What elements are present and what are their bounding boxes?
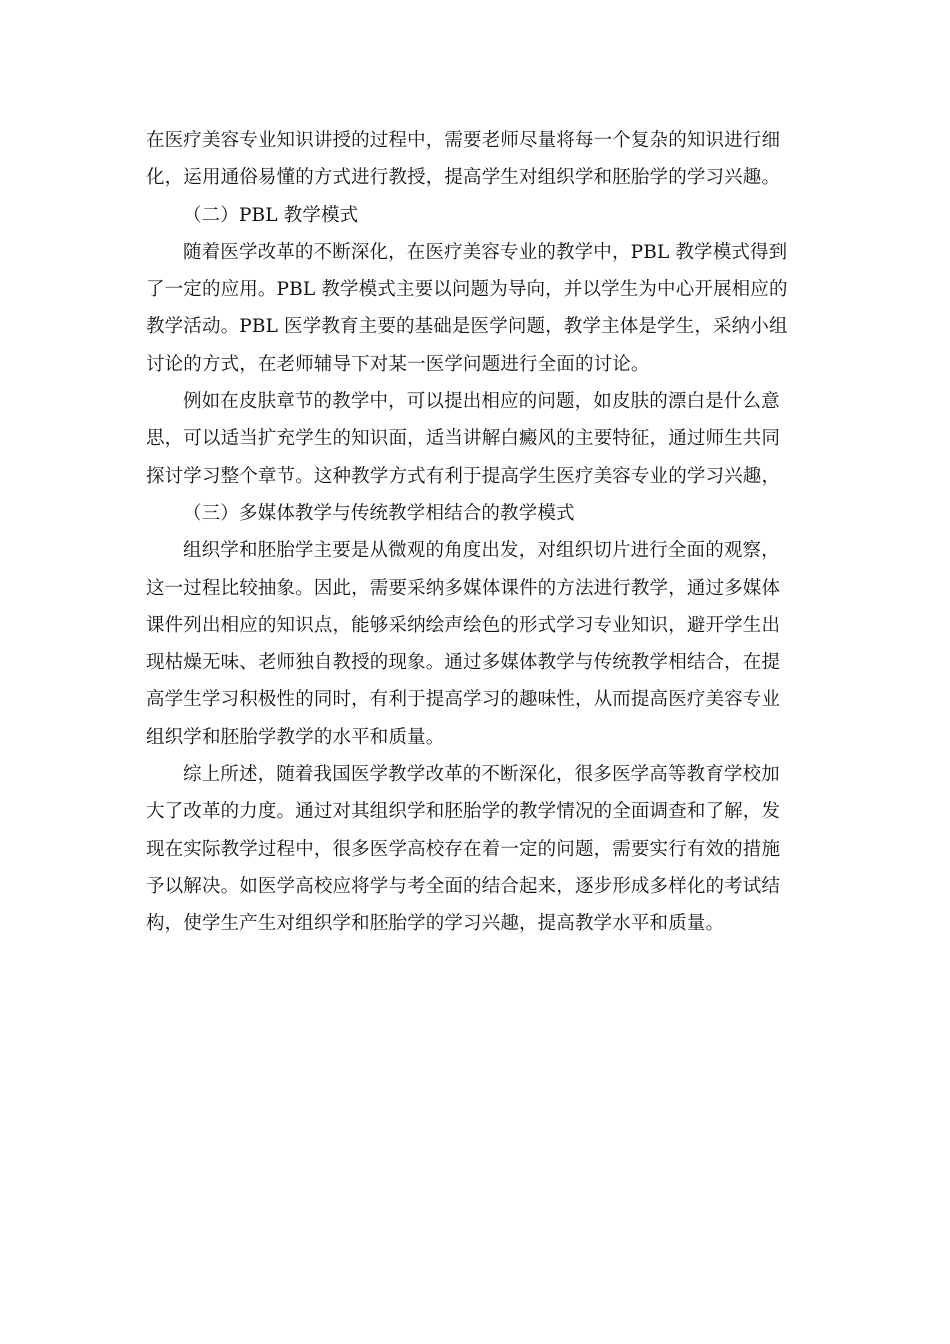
text-line: 例如在皮肤章节的教学中，可以提出相应的问题，如皮肤的漂白是什么意	[183, 391, 780, 413]
text-line: 在医疗美容专业知识讲授的过程中，需要老师尽量将每一个复杂的知识进行细	[146, 130, 781, 151]
text-line: 组织学和胚胎学主要是从微观的角度出发，对组织切片进行全面的观察，	[183, 540, 780, 562]
section-heading: （二）PBL 教学模式	[183, 204, 359, 226]
text-line: 了一定的应用。PBL 教学模式主要以问题为导向，并以学生为中心开展相应的	[146, 279, 788, 301]
text-line: 现在实际教学过程中，很多医学高校存在着一定的问题，需要实行有效的措施	[146, 838, 781, 860]
text-line: 课件列出相应的知识点，能够采纳绘声绘色的形式学习专业知识，避开学生出	[146, 614, 781, 636]
text-line: 探讨学习整个章节。这种教学方式有利于提高学生医疗美容专业的学习兴趣，	[146, 465, 781, 487]
text-line: 教学活动。PBL 医学教育主要的基础是医学问题，教学主体是学生，采纳小组	[146, 316, 788, 338]
text-line: 随着医学改革的不断深化，在医疗美容专业的教学中，PBL 教学模式得到	[183, 241, 788, 263]
text-line: 讨论的方式，在老师辅导下对某一医学问题进行全面的讨论。	[146, 353, 650, 375]
text-line: 组织学和胚胎学教学的水平和质量。	[146, 726, 445, 748]
text-line: 综上所述，随着我国医学教学改革的不断深化，很多医学高等教育学校加	[183, 764, 780, 786]
text-line: 高学生学习积极性的同时，有利于提高学习的趣味性，从而提高医疗美容专业	[146, 689, 781, 711]
text-line: 现枯燥无味、老师独自教授的现象。通过多媒体教学与传统教学相结合，在提	[146, 652, 781, 674]
section-heading: （三）多媒体教学与传统教学相结合的教学模式	[183, 502, 575, 524]
document-body	[146, 122, 806, 943]
text-line: 这一过程比较抽象。因此，需要采纳多媒体课件的方法进行教学，通过多媒体	[146, 577, 781, 599]
text-line: 构，使学生产生对组织学和胚胎学的学习兴趣，提高教学水平和质量。	[146, 913, 725, 935]
text-line: 予以解决。如医学高校应将学与考全面的结合起来，逐步形成多样化的考试结	[146, 875, 781, 897]
text-line: 思，可以适当扩充学生的知识面，适当讲解白癜风的主要特征，通过师生共同	[146, 428, 781, 450]
text-line: 化，运用通俗易懂的方式进行教授，提高学生对组织学和胚胎学的学习兴趣。	[146, 167, 781, 189]
text-line: 大了改革的力度。通过对其组织学和胚胎学的教学情况的全面调查和了解，发	[146, 801, 781, 823]
